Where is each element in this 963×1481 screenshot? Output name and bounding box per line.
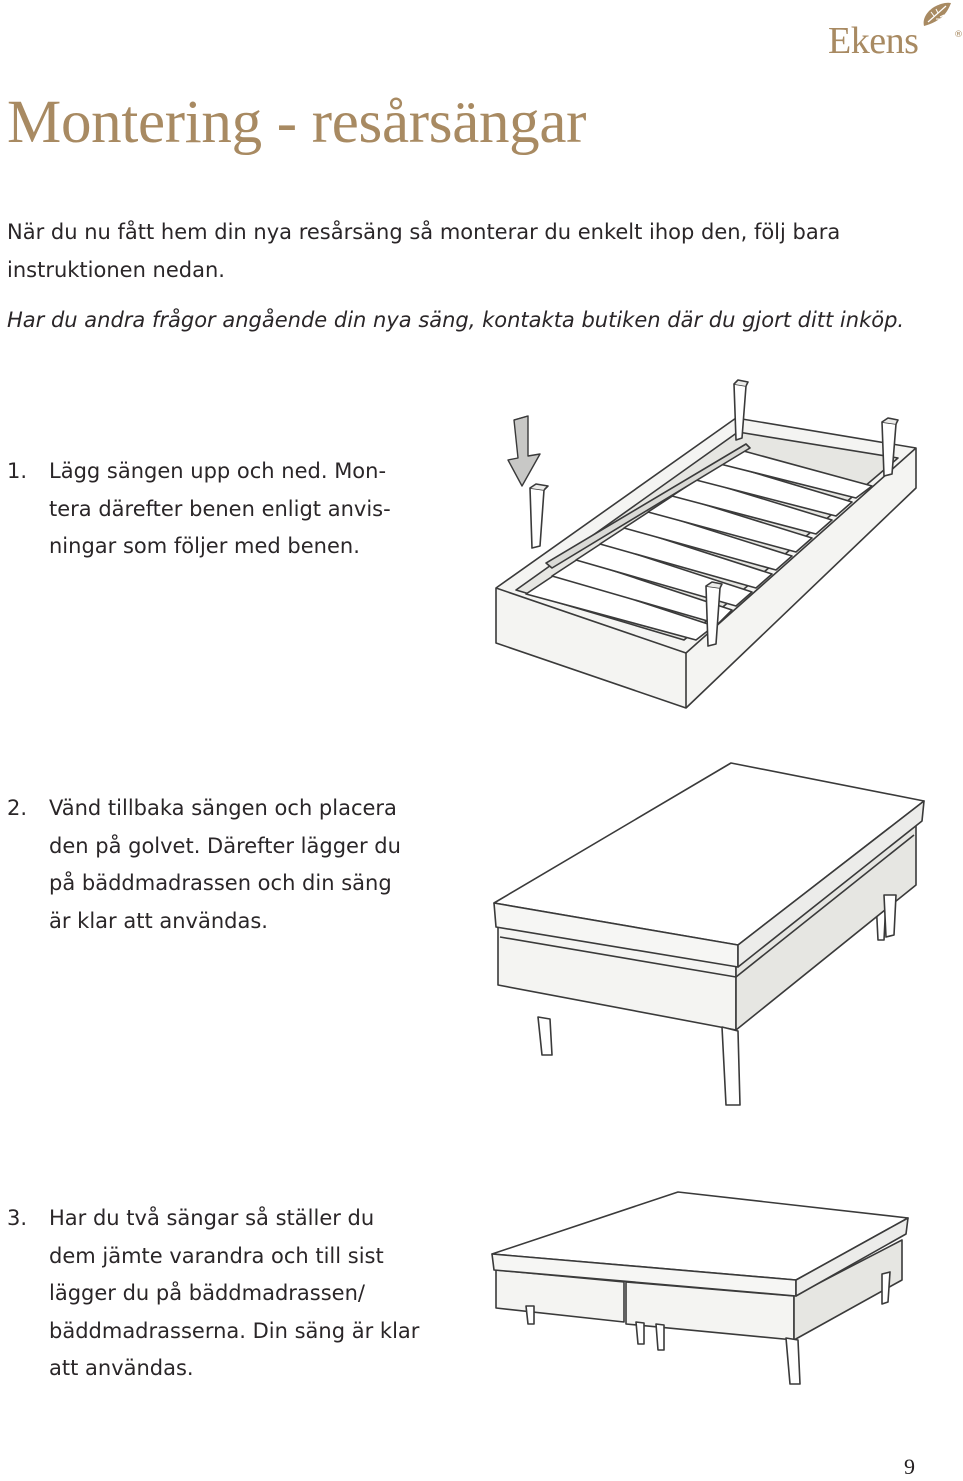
bed-upside-down-illustration <box>486 378 926 733</box>
step-2-number: 2. <box>7 796 28 820</box>
step-1-number: 1. <box>7 459 28 483</box>
single-bed-illustration <box>486 755 926 1110</box>
logo-wordmark: Ekens <box>828 20 919 62</box>
step-1-line-1: Lägg sängen upp och ned. Mon- <box>49 459 387 483</box>
step-2-line-1: Vänd tillbaka sängen och placera <box>49 796 397 820</box>
page-title: Montering - resårsängar <box>7 89 587 156</box>
brand-logo <box>826 0 963 66</box>
intro-paragraph: När du nu fått hem din nya resårsäng så monterar du enkelt ihop den, följ bara instruktionen nedan. <box>7 220 841 282</box>
step-2-line-4: är klar att användas. <box>49 908 268 933</box>
intro-contact-paragraph: Har du andra frågor angående din nya säng, kontakta butiken där du gjort ditt inköp. <box>7 308 905 332</box>
step-1-line-3: ningar som följer med benen. <box>49 534 360 558</box>
step-3 <box>7 1200 477 1400</box>
step-2 <box>7 790 477 950</box>
step-3-line-2: dem jämte varandra och till sist <box>49 1243 384 1268</box>
page-number: 9 <box>904 1454 915 1479</box>
step-1-line-2: tera därefter benen enligt anvis- <box>49 496 391 521</box>
step-3-line-5: att användas. <box>49 1356 194 1380</box>
step-1 <box>7 453 477 573</box>
oak-leaf-icon <box>918 0 954 30</box>
step-3-number: 3. <box>7 1206 28 1230</box>
step-3-line-1: Har du två sängar så ställer du <box>49 1206 375 1230</box>
down-arrow-icon <box>508 416 540 486</box>
step-3-line-3: lägger du på bäddmadrassen/ <box>49 1281 365 1305</box>
double-bed-illustration <box>486 1178 926 1398</box>
step-2-line-3: på bäddmadrassen och din säng <box>49 871 392 895</box>
registered-mark: ® <box>954 30 963 40</box>
step-2-line-2: den på golvet. Därefter lägger du <box>49 833 401 858</box>
step-3-line-4: bäddmadrasserna. Din säng är klar <box>49 1318 420 1343</box>
